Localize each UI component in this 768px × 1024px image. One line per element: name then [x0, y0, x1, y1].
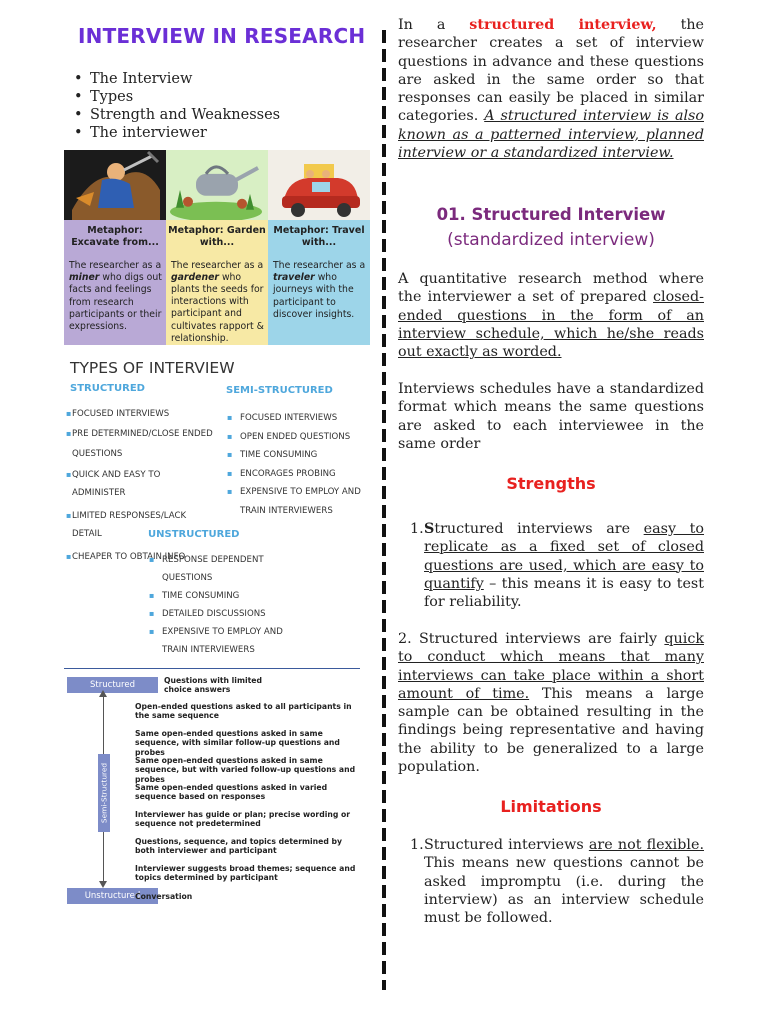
metaphor-panel: [64, 150, 370, 345]
list-item: ▪ TIME CONSUMING: [148, 587, 308, 605]
definition-paragraph: A quantitative research method where the interviewer a set of prepared closed-ended questions in the form of an interview schedule, which he/she reads out exactly as worded.: [398, 271, 704, 361]
arrow-down-icon: [99, 881, 107, 888]
list-item: ▪ OPEN ENDED QUESTIONS: [226, 428, 376, 447]
metaphor-body: The researcher as a gardener who plants the seeds for interactions with participant and cultivates rapport & relationship.: [166, 256, 268, 345]
list-number: 1.: [410, 837, 424, 853]
list-item: ▪ FOCUSED INTERVIEWS: [66, 405, 216, 424]
strengths-heading: Strengths: [506, 474, 596, 493]
metaphor-miner: [64, 150, 166, 345]
types-of-interview: [64, 355, 374, 665]
semi-structured-list: [226, 409, 376, 521]
strength-item-2: 2. Structured interviews are fairly quick to conduct which means that many interviews can take place within a short amount of time. This means a large sample can be obtained resulting in the findings being representative and having the ability to be generalized to a large population.: [398, 631, 704, 776]
list-number: 1.: [410, 521, 424, 537]
continuum-item: Conversation: [135, 892, 193, 901]
intro-paragraph: In a structured interview, the researcher creates a set of interview questions in advance and these questions are asked in the same order so that responses can easily be placed in similar categories. A structured interview is also known as a patterned interview, planned interview or a standardized interview.: [398, 17, 704, 162]
list-item: ▪ EXPENSIVE TO EMPLOY AND TRAIN INTERVIEWERS: [226, 483, 376, 520]
continuum-item: Same open-ended questions asked in varied sequence based on responses: [135, 783, 328, 802]
strength-item-1: Structured interviews are easy to replicate as a fixed set of closed questions are used, which are easy to quantify – this means it is easy to test for reliability.: [424, 521, 705, 611]
outline-item: • Types: [74, 88, 280, 106]
gardener-clipart: [166, 150, 268, 220]
metaphor-head: Metaphor: Excavate from...: [64, 220, 166, 256]
metaphor-head: Metaphor: Travel with...: [268, 220, 370, 256]
limitations-heading: Limitations: [500, 797, 602, 816]
section-subheading: (standardized interview): [447, 230, 655, 250]
list-item: ▪ PRE DETERMINED/CLOSE ENDED QUESTIONS: [66, 424, 216, 464]
types-title: TYPES OF INTERVIEW: [70, 359, 235, 377]
outline-item: • Strength and Weaknesses: [74, 106, 280, 124]
unstructured-head: UNSTRUCTURED: [148, 529, 240, 540]
list-item: ▪ CHEAPER TO OBTAIN INFO: [66, 548, 216, 567]
outline-list: [74, 70, 280, 142]
list-item: ▪ QUICK AND EASY TO ADMINISTER: [66, 466, 216, 503]
semi-structured-box: Semi-Structured: [98, 754, 110, 832]
continuum-item: Open-ended questions asked to all participants in the same sequence: [135, 702, 352, 721]
list-item: ▪ ENCORAGES PROBING: [226, 465, 376, 484]
unstructured-list: [148, 551, 308, 659]
miner-clipart: [64, 150, 166, 220]
divider-line: [64, 668, 360, 669]
list-item: ▪ EXPENSIVE TO EMPLOY AND TRAIN INTERVIEWERS: [148, 623, 308, 659]
page-title: INTERVIEW IN RESEARCH: [78, 24, 366, 48]
continuum-item: Questions with limited choice answers: [164, 676, 262, 695]
structured-interview-term: structured interview,: [469, 17, 657, 33]
schedules-paragraph: Interviews schedules have a standardized format which means the same questions are asked to each interviewee in the same order: [398, 381, 704, 452]
metaphor-body: The researcher as a traveler who journeys with the participant to discover insights.: [268, 256, 370, 345]
metaphor-traveler: [268, 150, 370, 345]
list-item: ▪ TIME CONSUMING: [226, 446, 376, 465]
list-item: ▪ DETAILED DISCUSSIONS: [148, 605, 308, 623]
left-column: [0, 0, 380, 1024]
metaphor-body: The researcher as a miner who digs out facts and feelings from research participants or their expressions.: [64, 256, 166, 345]
outline-item: • The interviewer: [74, 124, 280, 142]
list-item: ▪ RESPONSE DEPENDENT QUESTIONS: [148, 551, 308, 587]
interview-continuum: [64, 668, 362, 912]
structured-list: [66, 405, 216, 566]
continuum-item: Interviewer suggests broad themes; sequence and topics determined by participant: [135, 864, 356, 883]
continuum-item: Same open-ended questions asked in same sequence, but with varied follow-up questions and probes: [135, 756, 356, 784]
section-heading: 01. Structured Interview: [436, 205, 666, 224]
limitation-item-1: Structured interviews are not flexible. This means new questions cannot be asked impromptu (i.e. during the interview) as an interview schedule must be followed.: [424, 837, 704, 927]
unstructured-box: Unstructured: [67, 888, 158, 904]
list-item: ▪ LIMITED RESPONSES/LACK DETAIL: [66, 507, 216, 544]
outline-item: • The Interview: [74, 70, 280, 88]
continuum-item: Same open-ended questions asked in same sequence, with similar follow-up questions and probes: [135, 729, 340, 757]
continuum-item: Interviewer has guide or plan; precise wording or sequence not predetermined: [135, 810, 351, 829]
structured-head: STRUCTURED: [70, 383, 145, 394]
structured-box: Structured: [67, 677, 158, 693]
metaphor-gardener: [166, 150, 268, 345]
metaphor-head: Metaphor: Garden with...: [166, 220, 268, 256]
continuum-item: Questions, sequence, and topics determined by both interviewer and participant: [135, 837, 343, 856]
dashed-column-divider: [382, 30, 386, 990]
list-item: ▪ FOCUSED INTERVIEWS: [226, 409, 376, 428]
semi-structured-head: SEMI-STRUCTURED: [226, 385, 333, 396]
traveler-clipart: [268, 150, 370, 220]
